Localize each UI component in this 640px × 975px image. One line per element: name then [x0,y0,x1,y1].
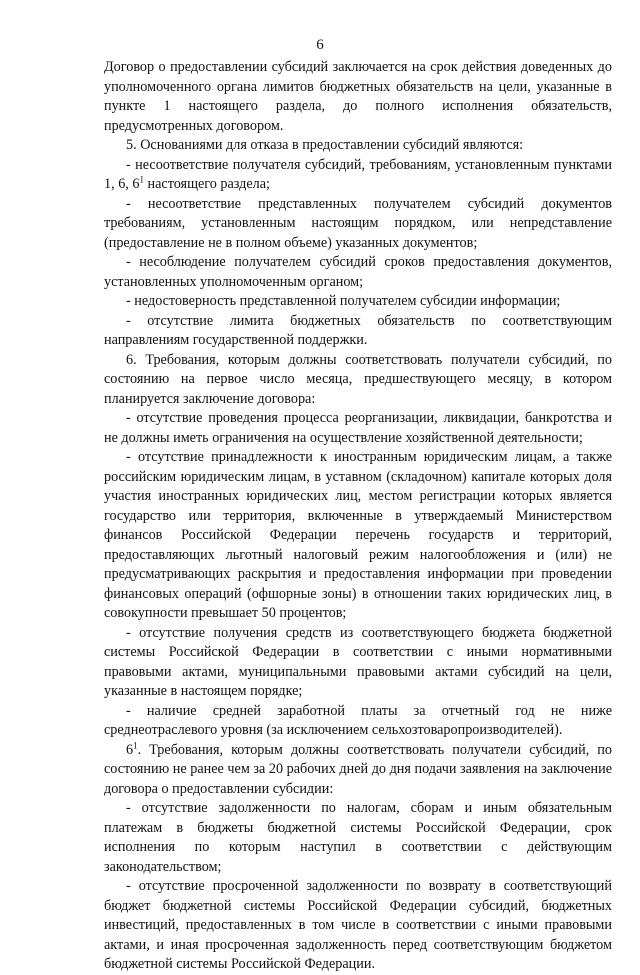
paragraph-requirements-heading: 6. Требования, которым должны соответствовать получатели субсидий, по состоянию на первое число месяца, предшествующего месяцу, в котором планируется заключение договора: [104,351,612,407]
list-item-noncompliance-recipient: - несоответствие получателя субсидий, требованиям, установленным пунктами 1, 6, $6^1$ настоящего раздела; [104,156,612,192]
page-number: 6 [316,37,324,53]
list-item-deadline-violation: - несоблюдение получателем субсидий сроков предоставления документов, установленных уполномоченным органом; [104,254,612,290]
list-item-no-reorganization: - отсутствие проведения процесса реорганизации, ликвидации, банкротства и не должны иметь ограничения на осуществление хозяйственной деятельности; [104,410,612,446]
list-item-no-tax-debt: - отсутствие задолженности по налогам, сборам и иным обязательным платежам в бюджеты бюджетной системы Российской Федерации, срок исполнения по которым наступил в соответствии с действующим законодательством; [104,800,612,875]
list-item-no-other-funding: - отсутствие получения средств из соответствующего бюджета бюджетной системы Российской Федерации в соответствии с иными нормативными правовыми актами, муниципальными правовыми актами субсидий на цели, указанные в настоящем порядке; [104,624,612,699]
list-item-unreliable-info: - недостоверность представленной получателем субсидии информации; [126,293,561,309]
list-item-no-overdue-debt: - отсутствие просроченной задолженности по возврату в соответствующий бюджет бюджетной системы Российской Федерации субсидий, бюджетных инвестиций, предоставленных в том числе в соответствии с иными правовыми актами, и иная просроченная задолженность перед соответствующим бюджетом бюджетной системы Российской Федерации. [104,878,612,972]
paragraph-requirements-6-1-heading: $6^1$. Требования, которым должны соответствовать получатели субсидий, по состоянию не ранее чем за 20 рабочих дней до дня подачи заявления на заключение договора о предоставлении субсидии: [104,739,612,797]
paragraph-refusal-grounds-heading: 5. Основаниями для отказа в предоставлении субсидий являются: [126,137,524,153]
list-item-noncompliance-documents: - несоответствие представленных получателем субсидий документов требованиям, установленным настоящим порядком, или непредставление (предоставление не в полном объеме) указанных документов; [104,195,612,251]
list-item-no-budget-limit: - отсутствие лимита бюджетных обязательств по соответствующим направлениям государственной поддержки. [104,312,612,348]
list-item-average-salary: - наличие средней заработной платы за отчетный год не ниже среднеотраслевого уровня (за исключением сельхозтоваропроизводителей). [104,702,612,738]
list-item-no-foreign-ownership: - отсутствие принадлежности к иностранным юридическим лицам, а также российским юридическим лицам, в уставном (складочном) капитале которых доля участия иностранных юридических лиц, местом регистрации которых является государство или территория, включенные в утверждаемый Министерством финансов Российской Федерации перечень государств и территорий, предоставляющих льготный налоговый режим налогообложения и (или) не предусматривающих раскрытия и предоставления информации при проведении финансовых операций (офшорные зоны) в отношении таких юридических лиц, в совокупности превышает 50 процентов; [104,449,612,621]
paragraph-agreement-term: Договор о предоставлении субсидий заключается на срок действия доведенных до уполномоченного органа лимитов бюджетных обязательств на цели, указанные в пункте 1 настоящего раздела, до полного исполнения обязательств, предусмотренных договором. [104,59,612,134]
document-body [104,58,612,975]
